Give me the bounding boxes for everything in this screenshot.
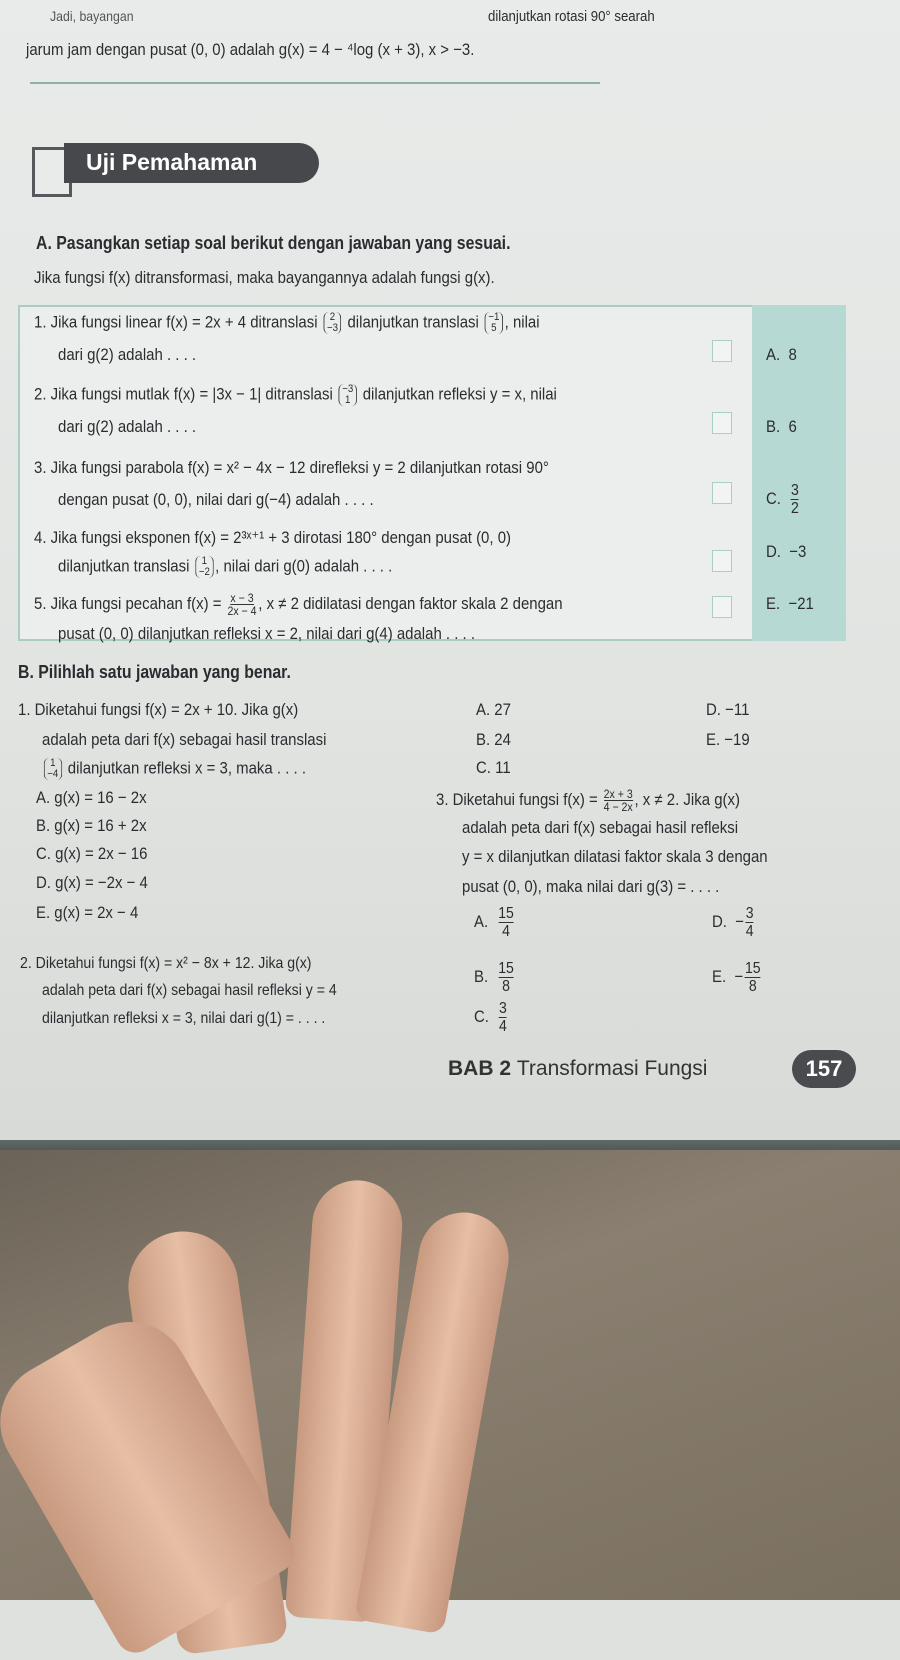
option[interactable]: C. 11 [476,758,511,777]
option[interactable]: D. g(x) = −2x − 4 [36,873,148,892]
q-a5-line2: pusat (0, 0) dilanjutkan refleksi x = 2, nilai dari g(4) adalah . . . . [58,624,476,643]
q-a2-line2: dari g(2) adalah . . . . [58,417,197,436]
divider [30,82,600,84]
q-a2: 2. Jika fungsi mutlak f(x) = |3x − 1| ditranslasi −3 1 dilanjutkan refleksi y = x, nilai [34,383,557,406]
answer-checkbox[interactable] [712,412,732,434]
option[interactable]: D. − $\frac{3}{4}$ [712,905,754,940]
q-a4: 4. Jika fungsi eksponen f(x) = 2³ˣ⁺¹ + 3 dirotasi 180° dengan pusat (0, 0) [34,528,512,547]
answer-checkbox[interactable] [712,340,732,362]
q-b3-line: y = x dilanjutkan dilatasi faktor skala 3 dengan [462,847,768,866]
answer-c: C. $\frac{3}{2}$ [766,482,799,517]
chapter-footer: BAB 2 Transformasi Fungsi [448,1057,708,1080]
top-text: Jadi, bayangan [50,8,134,24]
option[interactable]: D. −11 [706,700,750,719]
q-b1-line: adalah peta dari f(x) sebagai hasil translasi [42,730,327,749]
answer-checkbox[interactable] [712,550,732,572]
part-a-intro: Jika fungsi f(x) ditransformasi, maka bayangannya adalah fungsi g(x). [34,268,495,287]
answer-checkbox[interactable] [712,482,732,504]
q-a3-line2: dengan pusat (0, 0), nilai dari g(−4) adalah . . . . [58,490,374,509]
answer-b: B. 6 [766,417,797,436]
answer-e: E. −21 [766,594,814,613]
section-title: Uji Pemahaman [64,143,319,183]
option[interactable]: A. g(x) = 16 − 2x [36,788,147,807]
q-b3-line: pusat (0, 0), maka nilai dari g(3) = . . . . [462,877,720,896]
option[interactable]: C. g(x) = 2x − 16 [36,844,148,863]
q-b2-line: adalah peta dari f(x) sebagai hasil refleksi y = 4 [42,982,337,999]
part-a-heading: A. Pasangkan setiap soal berikut dengan jawaban yang sesuai. [36,233,511,253]
option[interactable]: E. g(x) = 2x − 4 [36,903,139,922]
option[interactable]: C. $\frac{3}{4}$ [474,1000,507,1035]
q-b1: 1. Diketahui fungsi f(x) = 2x + 10. Jika g(x) [18,700,299,719]
q-b1-line: 1 −4 dilanjutkan refleksi x = 3, maka . . . . [42,758,306,780]
part-b-heading: B. Pilihlah satu jawaban yang benar. [18,662,291,682]
answer-checkbox[interactable] [712,596,732,618]
q-b2-line: dilanjutkan refleksi x = 3, nilai dari g(1) = . . . . [42,1010,326,1027]
option[interactable]: B. $\frac{15}{8}$ [474,960,514,995]
q-a1-line2: dari g(2) adalah . . . . [58,345,197,364]
page-number: 157 [792,1050,856,1088]
top-text: dilanjutkan rotasi 90° searah [488,8,655,25]
option[interactable]: B. g(x) = 16 + 2x [36,816,147,835]
q-b2: 2. Diketahui fungsi f(x) = x² − 8x + 12. Jika g(x) [20,955,312,972]
option[interactable]: A. 27 [476,700,511,719]
option[interactable]: A. $\frac{15}{4}$ [474,905,514,940]
top-text: jarum jam dengan pusat (0, 0) adalah g(x) = 4 − ⁴log (x + 3), x > −3. [26,40,475,59]
q-a5: 5. Jika fungsi pecahan f(x) = $\frac{x - 3}{2x - 4}$ , x ≠ 2 didilatasi dengan faktor skala 2 dengan [34,591,563,618]
answer-a: A. 8 [766,345,797,364]
option[interactable]: B. 24 [476,730,511,749]
q-b3: 3. Diketahui fungsi f(x) = $\frac{2x + 3}{4 - 2x}$ , x ≠ 2. Jika g(x) [436,787,740,814]
q-a3: 3. Jika fungsi parabola f(x) = x² − 4x − 12 direfleksi y = 2 dilanjutkan rotasi 90° [34,458,549,477]
q-b3-line: adalah peta dari f(x) sebagai hasil refleksi [462,818,739,837]
q-a4-line2: dilanjutkan translasi 1 −2 , nilai dari g(0) adalah . . . . [58,555,393,578]
option[interactable]: E. −19 [706,730,750,749]
option[interactable]: E. − $\frac{15}{8}$ [712,960,761,995]
answer-d: D. −3 [766,542,807,561]
q-a1: 1. Jika fungsi linear f(x) = 2x + 4 ditranslasi 2 −3 dilanjutkan translasi −1 5 , nilai [34,311,540,334]
